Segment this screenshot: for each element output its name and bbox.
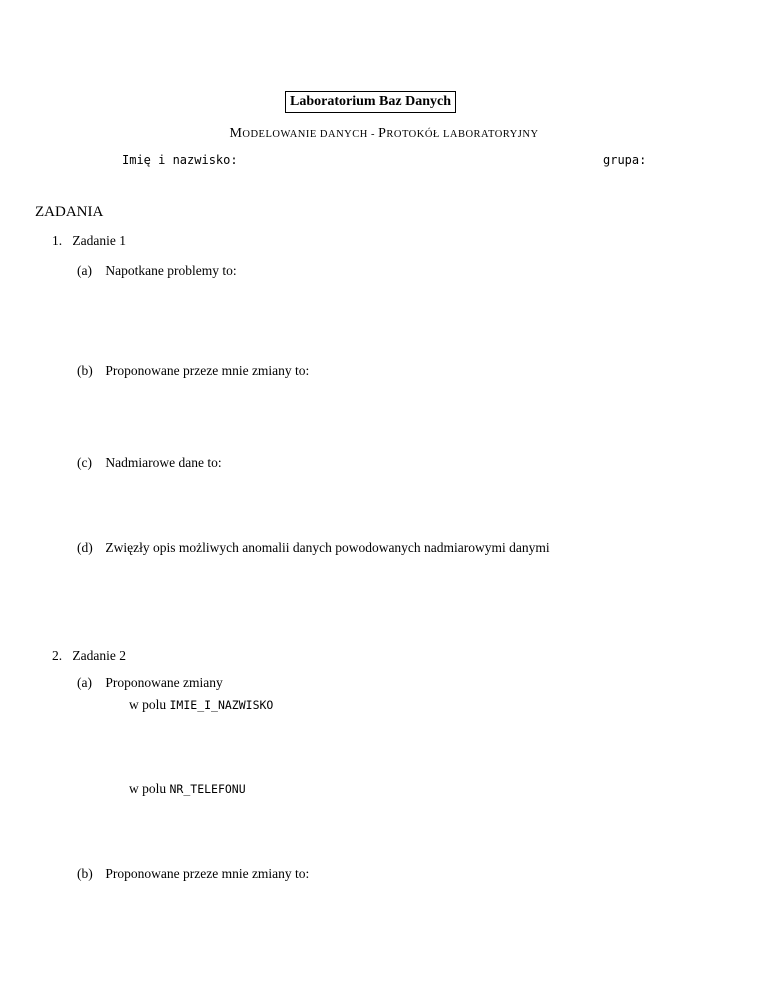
item-text: Nadmiarowe dane to: bbox=[105, 455, 222, 470]
item-text: Proponowane przeze mnie zmiany to: bbox=[105, 363, 310, 378]
item-text: Napotkane problemy to: bbox=[105, 263, 237, 278]
field-imie-i-nazwisko bbox=[129, 697, 273, 713]
item-label: (a) bbox=[77, 263, 92, 278]
subtitle-part-1: ODELOWANIE DANYCH - bbox=[242, 129, 379, 140]
item-text: Proponowane zmiany bbox=[105, 675, 223, 690]
field-name: NR_TELEFONU bbox=[169, 782, 246, 796]
task-1-item-d bbox=[77, 540, 550, 556]
section-title: ZADANIA bbox=[35, 204, 104, 220]
task-2-item-b bbox=[77, 866, 309, 882]
item-text: Zwięzły opis możliwych anomalii danych powodowanych nadmiarowymi danymi bbox=[105, 540, 550, 555]
task-1 bbox=[52, 233, 126, 249]
field-prefix: w polu bbox=[129, 697, 167, 712]
task-2-item-a bbox=[77, 675, 223, 691]
task-1-item-b bbox=[77, 363, 309, 379]
task-1-item-c bbox=[77, 455, 222, 471]
subtitle-part-2: ROTOKÓŁ LABORATORYJNY bbox=[386, 129, 539, 140]
task-2 bbox=[52, 648, 126, 664]
subtitle-initial-p: P bbox=[378, 126, 387, 141]
item-text: Proponowane przeze mnie zmiany to: bbox=[105, 866, 310, 881]
item-label: (b) bbox=[77, 363, 93, 378]
field-prefix: w polu bbox=[129, 781, 167, 796]
task-1-item-a bbox=[77, 263, 237, 279]
item-label: (c) bbox=[77, 455, 92, 470]
item-label: (d) bbox=[77, 540, 93, 555]
group-label: grupa: bbox=[603, 153, 647, 167]
document-title: Laboratorium Baz Danych bbox=[285, 91, 456, 113]
field-nr-telefonu bbox=[129, 781, 246, 797]
document-subtitle bbox=[0, 125, 768, 142]
task-number: 2. bbox=[52, 648, 63, 663]
name-label: Imię i nazwisko: bbox=[122, 153, 238, 167]
task-title: Zadanie 2 bbox=[72, 648, 126, 663]
subtitle-initial-m: M bbox=[229, 126, 243, 141]
item-label: (b) bbox=[77, 866, 93, 881]
field-name: IMIE_I_NAZWISKO bbox=[169, 698, 274, 712]
item-label: (a) bbox=[77, 675, 92, 690]
task-title: Zadanie 1 bbox=[72, 233, 126, 248]
task-number: 1. bbox=[52, 233, 63, 248]
